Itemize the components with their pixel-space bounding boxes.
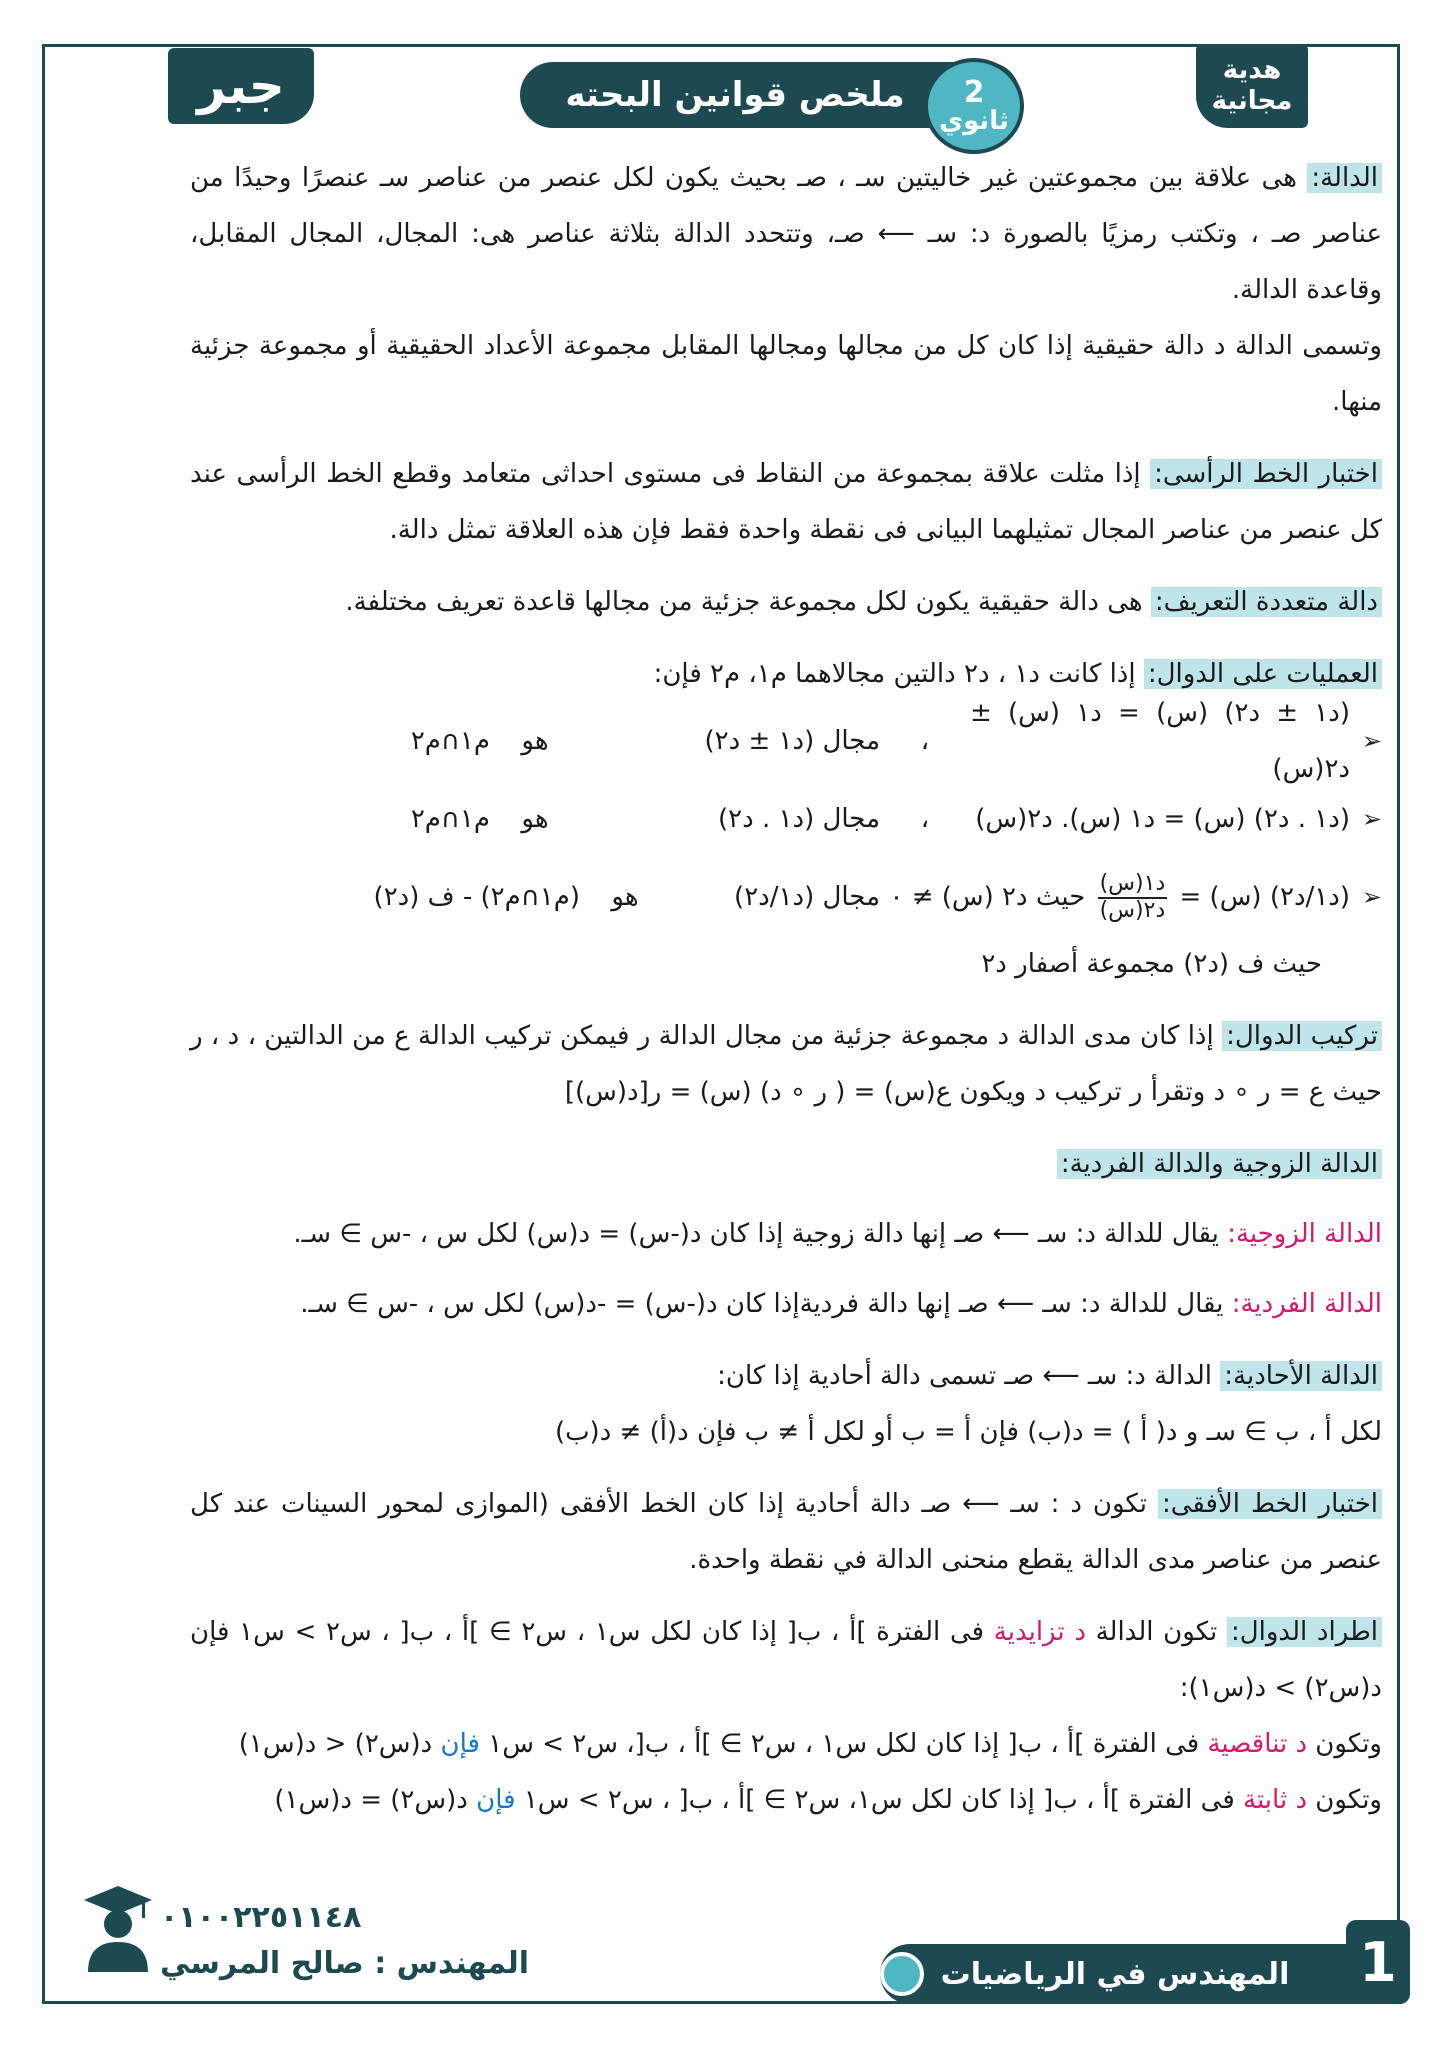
section-one-to-one	[190, 1348, 1382, 1460]
section-text: لكل أ ، ب ∋ سـ و د( أ ) = د(ب) فإن أ = ب أو لكل أ ≠ ب فإن د(أ) ≠ د(ب)	[554, 1417, 1382, 1447]
section-operations	[190, 646, 1382, 992]
even-heading: الدالة الزوجية:	[1227, 1219, 1382, 1249]
increasing-label: د تزايدية	[993, 1617, 1086, 1647]
separator: ،	[920, 726, 930, 756]
section-text: إذا مثلت علاقة بمجموعة من النقاط فى مستوى احداثى متعامد وقطع الخط الرأسى عند كل عنصر من عناصر المجال تمثيلهما البيانى فى نقطة واحدة فقط فإن هذه العلاقة تمثل دالة.	[190, 459, 1382, 545]
section-heading: العمليات على الدوال:	[1144, 659, 1382, 689]
section-text: الدالة د: سـ ⟵ صـ تسمى دالة أحادية إذا كان:	[717, 1361, 1221, 1391]
grade-text: ثانوي	[939, 106, 1009, 137]
section-text: تكون د : سـ ⟵ صـ دالة أحادية إذا كان الخط الأفقى (الموازى لمحور السينات عند كل عنصر من عناصر مدى الدالة يقطع منحنى الدالة في نقطة واحدة.	[190, 1489, 1382, 1575]
section-vertical-line-test	[190, 446, 1382, 558]
bullet-icon: ➢	[1361, 883, 1382, 911]
formula: (د١ . د٢) (س) = د١ (س). د٢(س)	[975, 804, 1350, 834]
domain-label: مجال (د١ . د٢)	[718, 804, 880, 834]
brand-bar: المهندس في الرياضيات	[880, 1944, 1350, 2004]
bullet-icon: ➢	[1361, 805, 1382, 833]
constant-label: د ثابتة	[1243, 1785, 1308, 1815]
operation-row-quotient	[190, 858, 1382, 936]
is-label: هو	[611, 882, 639, 912]
gift-line-1: هدية	[1222, 54, 1282, 85]
gear-icon	[880, 1952, 924, 1996]
section-piecewise	[190, 574, 1382, 630]
section-text: تكون الدالة	[1085, 1617, 1227, 1647]
section-text: فى الفترة ]أ ، ب[ إذا كان لكل س١ ، س٢ ∋ ]أ ، ب[ ، س٢ > س١ فإن د(س٢) > د(س١):	[190, 1617, 1382, 1703]
operation-row-product	[190, 780, 1382, 858]
section-text: يقال للدالة د: سـ ⟵ صـ إنها دالة زوجية إذا كان د(-س) = د(س) لكل س ، -س ∋ سـ.	[293, 1219, 1228, 1249]
content	[190, 150, 1382, 1844]
formula	[880, 869, 1350, 925]
fraction	[1098, 872, 1168, 922]
gift-line-2: مجانية	[1211, 86, 1293, 116]
fraction-numerator: د١(س)	[1098, 872, 1168, 898]
domain-value: م١∩م٢	[410, 726, 490, 756]
domain-value: (م١∩م٢) - ف (د٢)	[373, 882, 580, 912]
bullet-icon: ➢	[1361, 727, 1382, 755]
is-label: هو	[521, 804, 549, 834]
section-text: د(س٢) = د(س١)	[274, 1785, 477, 1815]
formula-condition: حيث د٢ (س) ≠ ٠	[889, 882, 1086, 912]
page-number: 1	[1346, 1920, 1410, 2004]
section-heading: دالة متعددة التعريف:	[1151, 587, 1382, 617]
section-text: هى دالة حقيقية يكون لكل مجموعة جزئية من مجالها قاعدة تعريف مختلفة.	[345, 587, 1151, 617]
then-label: فإن	[476, 1785, 516, 1815]
section-heading: الدالة:	[1307, 163, 1382, 193]
section-text: د(س٢) < د(س١)	[238, 1729, 441, 1759]
decreasing-label: د تناقصية	[1207, 1729, 1308, 1759]
grade-badge	[924, 58, 1024, 154]
fraction-denominator: د٢(س)	[1099, 897, 1166, 923]
section-even-odd	[190, 1136, 1382, 1332]
formula-left: (د١/د٢) (س) =	[1179, 882, 1350, 912]
section-text: حيث ف (د٢) مجموعة أصفار د٢	[981, 949, 1322, 979]
page-title: ملخص قوانين البحته	[520, 62, 1020, 128]
grade-number: 2	[963, 74, 985, 110]
domain-label: مجال (د١/د٢)	[734, 882, 880, 912]
is-label: هو	[521, 726, 549, 756]
section-text: يقال للدالة د: سـ ⟵ صـ إنها دالة فرديةإذا كان د(-س) = -د(س) لكل س ، -س ∋ سـ.	[300, 1289, 1232, 1319]
operation-row-sum	[190, 698, 1382, 784]
section-text: وتكون	[1307, 1729, 1382, 1759]
section-composition	[190, 1008, 1382, 1120]
section-heading: اطراد الدوال:	[1227, 1617, 1382, 1647]
then-label: فإن	[440, 1729, 480, 1759]
section-heading: الدالة الأحادية:	[1220, 1361, 1382, 1391]
section-heading: تركيب الدوال:	[1222, 1021, 1382, 1051]
domain-value: م١∩م٢	[410, 804, 490, 834]
section-text: وتكون	[1307, 1785, 1382, 1815]
domain-label: مجال (د١ ± د٢)	[704, 726, 880, 756]
engineer-name: المهندس : صالح المرسي	[160, 1946, 530, 1981]
formula: (د١ ± د٢) (س) = د١ (س) ± د٢(س)	[970, 698, 1350, 784]
section-monotonicity	[190, 1604, 1382, 1828]
section-text: هى علاقة بين مجموعتين غير خاليتين سـ ، صـ بحيث يكون لكل عنصر من عناصر سـ عنصرًا وحيدًا من عناصر صـ ، وتكتب رمزيًا بالصورة د: سـ ⟵ صـ، وتتحدد الدالة بثلاثة عناصر هى: المجال، المجال المقابل، وقاعدة الدالة.	[190, 163, 1382, 305]
section-heading: الدالة الزوجية والدالة الفردية:	[1057, 1149, 1382, 1179]
section-text: فى الفترة ]أ ، ب[ إذا كان لكل س١، س٢ ∋ ]أ ، ب[ ، س٢ > س١	[515, 1785, 1244, 1815]
separator: ،	[920, 804, 930, 834]
section-text: وتسمى الدالة د دالة حقيقية إذا كان كل من مجالها ومجالها المقابل مجموعة الأعداد الحقيقية أو مجموعة جزئية منها.	[190, 331, 1382, 417]
section-text: إذا كان مدى الدالة د مجموعة جزئية من مجال الدالة ر فيمكن تركيب الدالة ع من الدالتين ، د ، ر حيث ع = ر ∘ د وتقرأ ر تركيب د ويكون ع(س) = ( ر ∘ د) (س) = ر[د(س)]	[190, 1021, 1382, 1107]
gift-badge	[1196, 44, 1308, 128]
odd-heading: الدالة الفردية:	[1231, 1289, 1382, 1319]
section-heading: اختبار الخط الأفقى:	[1158, 1489, 1382, 1519]
subject-badge: جبر	[168, 48, 314, 124]
graduate-icon	[82, 1882, 154, 1972]
section-function	[190, 150, 1382, 430]
section-horizontal-line-test	[190, 1476, 1382, 1588]
phone-number: ٠١٠٠٢٢٥١١٤٨	[160, 1900, 362, 1935]
section-text: إذا كانت د١ ، د٢ دالتين مجالاهما م١، م٢ فإن:	[653, 659, 1144, 689]
section-heading: اختبار الخط الرأسى:	[1150, 459, 1382, 489]
section-text: فى الفترة ]أ ، ب[ إذا كان لكل س١ ، س٢ ∋ ]أ ، ب[، س٢ > س١	[479, 1729, 1208, 1759]
